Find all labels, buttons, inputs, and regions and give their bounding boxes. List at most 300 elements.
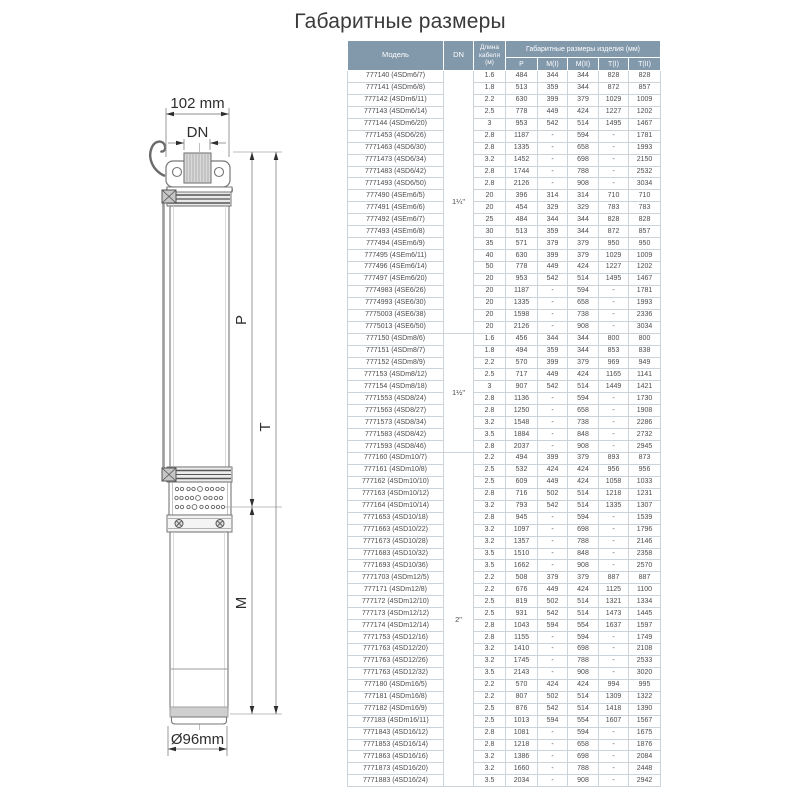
table-row (348, 524, 661, 536)
value-cell: 2.5 (474, 596, 506, 608)
value-cell: 449 (538, 584, 568, 596)
value-cell: - (599, 727, 629, 739)
value-cell: 2.8 (474, 512, 506, 524)
value-cell: 893 (599, 453, 629, 465)
value-cell: - (599, 130, 629, 142)
model-cell: 777174 (4SDm12/14) (348, 620, 444, 632)
value-cell: - (538, 739, 568, 751)
value-cell: - (538, 154, 568, 166)
table-row (348, 393, 661, 405)
value-cell: 788 (568, 763, 599, 775)
value-cell: - (599, 560, 629, 572)
table-row (348, 106, 661, 118)
value-cell: 1033 (629, 476, 661, 488)
header-t2: T(II) (629, 58, 661, 71)
value-cell: 698 (568, 154, 599, 166)
value-cell: - (599, 524, 629, 536)
value-cell: 542 (538, 381, 568, 393)
value-cell: 570 (506, 679, 538, 691)
value-cell: 1495 (599, 118, 629, 130)
value-cell: 1218 (506, 739, 538, 751)
value-cell: 2.2 (474, 357, 506, 369)
value-cell: 1607 (599, 715, 629, 727)
table-row (348, 775, 661, 787)
value-cell: - (599, 512, 629, 524)
value-cell: 1202 (629, 262, 661, 274)
value-cell: 738 (568, 309, 599, 321)
value-cell: 1.8 (474, 82, 506, 94)
dimensions-table (347, 40, 661, 787)
value-cell: 2126 (506, 321, 538, 333)
value-cell: 1781 (629, 130, 661, 142)
value-cell: 542 (538, 703, 568, 715)
model-cell: 777142 (4SDm6/11) (348, 94, 444, 106)
value-cell: 20 (474, 202, 506, 214)
value-cell: - (538, 775, 568, 787)
model-cell: 777495 (4SEm6/11) (348, 250, 444, 262)
value-cell: 1452 (506, 154, 538, 166)
value-cell: 658 (568, 142, 599, 154)
value-cell: 2146 (629, 536, 661, 548)
model-cell: 777180 (4SDm16/5) (348, 679, 444, 691)
table-row (348, 238, 661, 250)
table-row (348, 142, 661, 154)
model-cell: 7771593 (4SD8/46) (348, 441, 444, 453)
model-cell: 777153 (4SDm8/12) (348, 369, 444, 381)
table-row (348, 596, 661, 608)
table-row (348, 691, 661, 703)
value-cell: 359 (538, 226, 568, 238)
head-clamp-band (167, 192, 231, 206)
value-cell: 1309 (599, 691, 629, 703)
value-cell: 532 (506, 464, 538, 476)
value-cell: 3.5 (474, 667, 506, 679)
value-cell: - (538, 142, 568, 154)
value-cell: 908 (568, 321, 599, 333)
value-cell: 3.2 (474, 536, 506, 548)
value-cell: 1675 (629, 727, 661, 739)
table-row (348, 71, 661, 83)
dimension-diameter-label: Ø96mm (170, 731, 225, 748)
value-cell: 424 (568, 679, 599, 691)
table-row (348, 190, 661, 202)
value-cell: 969 (599, 357, 629, 369)
dn-cell: 2" (444, 453, 474, 787)
value-cell: 514 (568, 608, 599, 620)
value-cell: 2.2 (474, 94, 506, 106)
value-cell: 2732 (629, 429, 661, 441)
value-cell: 514 (568, 596, 599, 608)
table-row (348, 512, 661, 524)
value-cell: 1009 (629, 250, 661, 262)
value-cell: 379 (568, 572, 599, 584)
value-cell: 1009 (629, 94, 661, 106)
value-cell: 399 (538, 94, 568, 106)
value-cell: 594 (538, 715, 568, 727)
value-cell: - (599, 321, 629, 333)
model-cell: 777492 (4SEm6/7) (348, 214, 444, 226)
value-cell: - (538, 560, 568, 572)
value-cell: 502 (538, 691, 568, 703)
model-cell: 777151 (4SDm8/7) (348, 345, 444, 357)
table-row (348, 166, 661, 178)
value-cell: 908 (568, 441, 599, 453)
value-cell: 513 (506, 82, 538, 94)
value-cell: 2336 (629, 309, 661, 321)
value-cell: 1510 (506, 548, 538, 560)
value-cell: 424 (568, 464, 599, 476)
model-cell: 7771703 (4SDm12/5) (348, 572, 444, 584)
value-cell: 399 (538, 357, 568, 369)
value-cell: 494 (506, 345, 538, 357)
table-row (348, 453, 661, 465)
table-row (348, 118, 661, 130)
cable-clamp-top (162, 190, 176, 203)
value-cell: 424 (568, 476, 599, 488)
value-cell: 2.8 (474, 130, 506, 142)
value-cell: 698 (568, 751, 599, 763)
value-cell: 514 (568, 703, 599, 715)
header-m2: M(II) (568, 58, 599, 71)
value-cell: 1598 (506, 309, 538, 321)
value-cell: 344 (568, 71, 599, 83)
value-cell: 449 (538, 106, 568, 118)
value-cell: - (538, 644, 568, 656)
table-row (348, 703, 661, 715)
value-cell: 1.6 (474, 71, 506, 83)
value-cell: 379 (538, 238, 568, 250)
value-cell: 788 (568, 536, 599, 548)
value-cell: 2.5 (474, 476, 506, 488)
value-cell: 2034 (506, 775, 538, 787)
table-row (348, 679, 661, 691)
value-cell: - (599, 154, 629, 166)
value-cell: 2358 (629, 548, 661, 560)
table-row (348, 273, 661, 285)
value-cell: 828 (629, 71, 661, 83)
value-cell: 379 (568, 250, 599, 262)
value-cell: - (599, 536, 629, 548)
value-cell: 2.8 (474, 166, 506, 178)
value-cell: - (538, 405, 568, 417)
model-cell: 7771683 (4SD10/32) (348, 548, 444, 560)
value-cell: 2.8 (474, 405, 506, 417)
cable-hook-icon (150, 142, 165, 176)
value-cell: 853 (599, 345, 629, 357)
value-cell: 2037 (506, 441, 538, 453)
lower-clamp-band (167, 467, 232, 482)
dimension-p (250, 152, 255, 507)
value-cell: 2.2 (474, 453, 506, 465)
value-cell: 484 (506, 71, 538, 83)
value-cell: 594 (568, 632, 599, 644)
value-cell: 3.5 (474, 560, 506, 572)
value-cell: 454 (506, 202, 538, 214)
model-cell: 777490 (4SEm6/5) (348, 190, 444, 202)
value-cell: 3.2 (474, 524, 506, 536)
value-cell: 953 (506, 273, 538, 285)
value-cell: - (538, 309, 568, 321)
value-cell: 1421 (629, 381, 661, 393)
value-cell: 783 (599, 202, 629, 214)
value-cell: 399 (538, 453, 568, 465)
value-cell: 344 (568, 345, 599, 357)
value-cell: 956 (599, 464, 629, 476)
dn-cell: 1¼" (444, 71, 474, 334)
value-cell: 658 (568, 297, 599, 309)
value-cell: 1322 (629, 691, 661, 703)
value-cell: 542 (538, 273, 568, 285)
value-cell: 344 (568, 214, 599, 226)
table-row (348, 572, 661, 584)
value-cell: 329 (538, 202, 568, 214)
table-row (348, 763, 661, 775)
value-cell: 950 (599, 238, 629, 250)
value-cell: - (599, 142, 629, 154)
value-cell: 953 (506, 118, 538, 130)
value-cell: 594 (538, 620, 568, 632)
value-cell: 2108 (629, 644, 661, 656)
value-cell: 379 (568, 453, 599, 465)
value-cell: 2.8 (474, 488, 506, 500)
value-cell: 828 (629, 214, 661, 226)
value-cell: 994 (599, 679, 629, 691)
value-cell: - (599, 429, 629, 441)
header-t1: T(I) (599, 58, 629, 71)
dimension-t (274, 152, 279, 714)
value-cell: 329 (568, 202, 599, 214)
value-cell: 20 (474, 321, 506, 333)
model-cell: 777173 (4SDm12/12) (348, 608, 444, 620)
value-cell: 344 (568, 82, 599, 94)
value-cell: 3.2 (474, 655, 506, 667)
value-cell: 876 (506, 703, 538, 715)
value-cell: 1410 (506, 644, 538, 656)
value-cell: 344 (568, 226, 599, 238)
value-cell: 20 (474, 285, 506, 297)
model-cell: 777181 (4SDm16/8) (348, 691, 444, 703)
value-cell: 2143 (506, 667, 538, 679)
model-cell: 7775013 (4SE6/50) (348, 321, 444, 333)
value-cell: 828 (599, 71, 629, 83)
value-cell: 3.5 (474, 429, 506, 441)
value-cell: 1.8 (474, 345, 506, 357)
value-cell: 1081 (506, 727, 538, 739)
value-cell: 1473 (599, 608, 629, 620)
value-cell: 2945 (629, 441, 661, 453)
value-cell: 2448 (629, 763, 661, 775)
value-cell: 1781 (629, 285, 661, 297)
value-cell: 514 (568, 691, 599, 703)
model-cell: 777143 (4SDm6/14) (348, 106, 444, 118)
value-cell: 456 (506, 333, 538, 345)
value-cell: 30 (474, 226, 506, 238)
table-row (348, 667, 661, 679)
value-cell: - (599, 405, 629, 417)
value-cell: 698 (568, 524, 599, 536)
value-cell: 424 (568, 106, 599, 118)
model-cell: 777494 (4SEm6/9) (348, 238, 444, 250)
value-cell: 738 (568, 417, 599, 429)
model-cell: 7771563 (4SD8/27) (348, 405, 444, 417)
dimension-m-label: M (233, 596, 250, 610)
model-cell: 7771753 (4SD12/16) (348, 632, 444, 644)
value-cell: 514 (568, 488, 599, 500)
model-cell: 777493 (4SEm6/8) (348, 226, 444, 238)
value-cell: 956 (629, 464, 661, 476)
model-cell: 777162 (4SDm10/10) (348, 476, 444, 488)
motor-flange (167, 515, 232, 532)
value-cell: 807 (506, 691, 538, 703)
value-cell: 717 (506, 369, 538, 381)
value-cell: 424 (568, 262, 599, 274)
value-cell: 995 (629, 679, 661, 691)
table-row (348, 560, 661, 572)
value-cell: 571 (506, 238, 538, 250)
value-cell: 2.8 (474, 393, 506, 405)
dimension-t-label: T (257, 422, 274, 432)
value-cell: 2.5 (474, 715, 506, 727)
value-cell: 2.8 (474, 632, 506, 644)
value-cell: 1749 (629, 632, 661, 644)
dn-cell: 1½" (444, 333, 474, 452)
value-cell: 872 (599, 82, 629, 94)
value-cell: 449 (538, 369, 568, 381)
table-row (348, 417, 661, 429)
value-cell: 1141 (629, 369, 661, 381)
value-cell: 50 (474, 262, 506, 274)
value-cell: 2.5 (474, 369, 506, 381)
value-cell: 514 (568, 273, 599, 285)
value-cell: - (599, 297, 629, 309)
value-cell: 3.2 (474, 417, 506, 429)
table-row (348, 381, 661, 393)
value-cell: 609 (506, 476, 538, 488)
value-cell: 2570 (629, 560, 661, 572)
value-cell: - (538, 632, 568, 644)
value-cell: - (538, 524, 568, 536)
model-cell: 7774993 (4SE6/30) (348, 297, 444, 309)
value-cell: 1250 (506, 405, 538, 417)
value-cell: 887 (629, 572, 661, 584)
value-cell: 1467 (629, 273, 661, 285)
value-cell: 594 (568, 727, 599, 739)
value-cell: 630 (506, 94, 538, 106)
value-cell: 2532 (629, 166, 661, 178)
table-row (348, 751, 661, 763)
value-cell: 1539 (629, 512, 661, 524)
model-cell: 777163 (4SDm10/12) (348, 488, 444, 500)
header-model: Модель (348, 41, 444, 71)
value-cell: - (538, 166, 568, 178)
value-cell: 848 (568, 548, 599, 560)
model-cell: 7775003 (4SE6/38) (348, 309, 444, 321)
model-cell: 777491 (4SEm6/6) (348, 202, 444, 214)
value-cell: 1884 (506, 429, 538, 441)
cable-clamp-bottom (162, 468, 176, 481)
value-cell: 2.5 (474, 464, 506, 476)
value-cell: 2.8 (474, 441, 506, 453)
value-cell: 828 (599, 214, 629, 226)
value-cell: 379 (568, 94, 599, 106)
value-cell: 908 (568, 775, 599, 787)
table-header (348, 41, 661, 71)
value-cell: 2.5 (474, 106, 506, 118)
value-cell: 1876 (629, 739, 661, 751)
value-cell: 2126 (506, 178, 538, 190)
table-row (348, 464, 661, 476)
value-cell: 594 (568, 130, 599, 142)
model-cell: 7771453 (4SD6/26) (348, 130, 444, 142)
table-row (348, 727, 661, 739)
value-cell: 630 (506, 250, 538, 262)
value-cell: - (538, 667, 568, 679)
value-cell: 1357 (506, 536, 538, 548)
value-cell: 379 (568, 238, 599, 250)
header-m1: M(I) (538, 58, 568, 71)
model-cell: 777172 (4SDm12/10) (348, 596, 444, 608)
value-cell: - (599, 548, 629, 560)
value-cell: 658 (568, 739, 599, 751)
value-cell: 1165 (599, 369, 629, 381)
value-cell: 676 (506, 584, 538, 596)
value-cell: 658 (568, 405, 599, 417)
value-cell: 1321 (599, 596, 629, 608)
value-cell: 1730 (629, 393, 661, 405)
value-cell: - (538, 130, 568, 142)
value-cell: 1136 (506, 393, 538, 405)
value-cell: - (538, 393, 568, 405)
value-cell: - (599, 667, 629, 679)
value-cell: 788 (568, 655, 599, 667)
value-cell: 399 (538, 250, 568, 262)
table-body (348, 71, 661, 787)
value-cell: 514 (568, 500, 599, 512)
model-cell: 7771483 (4SD6/42) (348, 166, 444, 178)
table-row (348, 644, 661, 656)
value-cell: - (538, 417, 568, 429)
model-cell: 777164 (4SDm10/14) (348, 500, 444, 512)
value-cell: 3.2 (474, 763, 506, 775)
model-cell: 7771673 (4SD10/28) (348, 536, 444, 548)
value-cell: 379 (568, 357, 599, 369)
value-cell: - (538, 751, 568, 763)
model-cell: 7771763 (4SD12/20) (348, 644, 444, 656)
value-cell: 1100 (629, 584, 661, 596)
value-cell: - (538, 763, 568, 775)
table-row (348, 333, 661, 345)
value-cell: 1335 (506, 297, 538, 309)
value-cell: - (538, 655, 568, 667)
value-cell: 396 (506, 190, 538, 202)
value-cell: 424 (568, 369, 599, 381)
value-cell: 1202 (629, 106, 661, 118)
model-cell: 7771473 (4SD6/34) (348, 154, 444, 166)
value-cell: 1155 (506, 632, 538, 644)
value-cell: 1218 (599, 488, 629, 500)
value-cell: 594 (568, 393, 599, 405)
value-cell: 2.8 (474, 142, 506, 154)
value-cell: 424 (538, 464, 568, 476)
value-cell: 344 (568, 333, 599, 345)
value-cell: 710 (599, 190, 629, 202)
model-cell: 7771463 (4SD6/30) (348, 142, 444, 154)
value-cell: 1908 (629, 405, 661, 417)
value-cell: 1467 (629, 118, 661, 130)
table-row (348, 500, 661, 512)
value-cell: 379 (538, 572, 568, 584)
value-cell: 1567 (629, 715, 661, 727)
